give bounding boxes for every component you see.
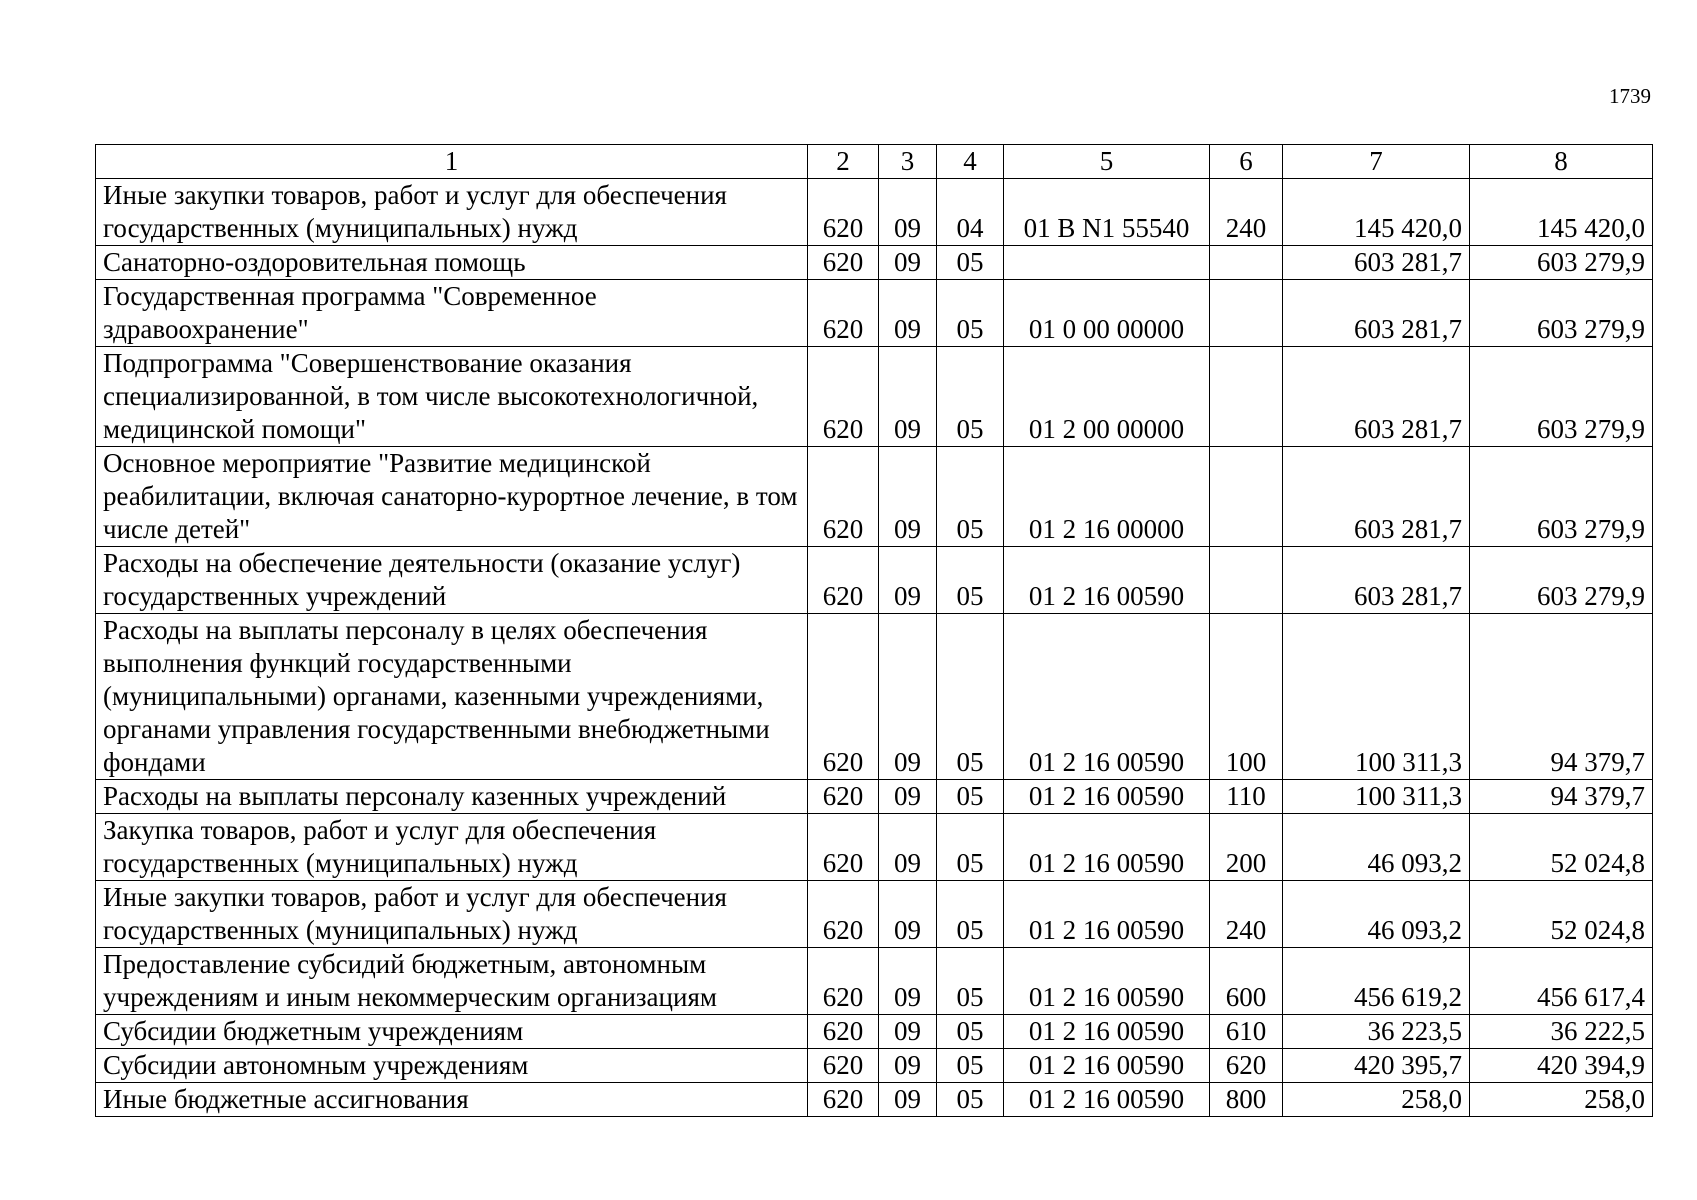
subsection-code-cell: 05 bbox=[937, 447, 1004, 547]
table-row bbox=[96, 179, 1653, 246]
page-number: 1739 bbox=[1609, 84, 1651, 108]
target-article-cell: 01 0 00 00000 bbox=[1004, 280, 1210, 347]
amount-col8-cell: 52 024,8 bbox=[1470, 881, 1653, 948]
column-header: 5 bbox=[1004, 145, 1210, 179]
table-row bbox=[96, 614, 1653, 780]
column-header: 2 bbox=[808, 145, 879, 179]
expense-type-cell: 100 bbox=[1210, 614, 1283, 780]
ministry-code-cell: 620 bbox=[808, 614, 879, 780]
target-article-cell: 01 2 16 00590 bbox=[1004, 814, 1210, 881]
expense-type-cell: 200 bbox=[1210, 814, 1283, 881]
section-code-cell: 09 bbox=[879, 179, 937, 246]
amount-col8-cell: 145 420,0 bbox=[1470, 179, 1653, 246]
expense-type-cell: 600 bbox=[1210, 948, 1283, 1015]
section-code-cell: 09 bbox=[879, 280, 937, 347]
subsection-code-cell: 05 bbox=[937, 1015, 1004, 1049]
amount-col7-cell: 603 281,7 bbox=[1283, 447, 1470, 547]
table-row bbox=[96, 347, 1653, 447]
subsection-code-cell: 05 bbox=[937, 280, 1004, 347]
expense-type-cell bbox=[1210, 280, 1283, 347]
amount-col8-cell: 420 394,9 bbox=[1470, 1049, 1653, 1083]
ministry-code-cell: 620 bbox=[808, 1015, 879, 1049]
expense-type-cell: 800 bbox=[1210, 1083, 1283, 1117]
expense-type-cell: 110 bbox=[1210, 780, 1283, 814]
header-row bbox=[96, 145, 1653, 179]
column-header: 7 bbox=[1283, 145, 1470, 179]
subsection-code-cell: 05 bbox=[937, 547, 1004, 614]
target-article-cell: 01 2 16 00590 bbox=[1004, 614, 1210, 780]
amount-col8-cell: 603 279,9 bbox=[1470, 447, 1653, 547]
section-code-cell: 09 bbox=[879, 614, 937, 780]
section-code-cell: 09 bbox=[879, 246, 937, 280]
target-article-cell: 01 2 16 00590 bbox=[1004, 948, 1210, 1015]
ministry-code-cell: 620 bbox=[808, 780, 879, 814]
column-header: 1 bbox=[96, 145, 808, 179]
expense-type-cell: 240 bbox=[1210, 881, 1283, 948]
section-code-cell: 09 bbox=[879, 881, 937, 948]
table-body bbox=[96, 179, 1653, 1117]
amount-col7-cell: 603 281,7 bbox=[1283, 246, 1470, 280]
column-header: 4 bbox=[937, 145, 1004, 179]
amount-col7-cell: 603 281,7 bbox=[1283, 280, 1470, 347]
target-article-cell: 01 2 16 00590 bbox=[1004, 881, 1210, 948]
row-name-cell: Государственная программа "Современное здравоохранение" bbox=[96, 280, 808, 347]
section-code-cell: 09 bbox=[879, 948, 937, 1015]
row-name-cell: Иные бюджетные ассигнования bbox=[96, 1083, 808, 1117]
target-article-cell: 01 2 16 00590 bbox=[1004, 1083, 1210, 1117]
row-name-cell: Расходы на выплаты персоналу в целях обеспечения выполнения функций государственными (муниципальными) органами, казенными учреждениями, органами управления государственными внебюджетными фондами bbox=[96, 614, 808, 780]
table-row bbox=[96, 447, 1653, 547]
amount-col7-cell: 456 619,2 bbox=[1283, 948, 1470, 1015]
expense-type-cell: 610 bbox=[1210, 1015, 1283, 1049]
amount-col8-cell: 94 379,7 bbox=[1470, 614, 1653, 780]
section-code-cell: 09 bbox=[879, 447, 937, 547]
amount-col7-cell: 36 223,5 bbox=[1283, 1015, 1470, 1049]
ministry-code-cell: 620 bbox=[808, 547, 879, 614]
ministry-code-cell: 620 bbox=[808, 280, 879, 347]
row-name-cell: Иные закупки товаров, работ и услуг для обеспечения государственных (муниципальных) нужд bbox=[96, 179, 808, 246]
ministry-code-cell: 620 bbox=[808, 814, 879, 881]
row-name-cell: Субсидии бюджетным учреждениям bbox=[96, 1015, 808, 1049]
amount-col7-cell: 46 093,2 bbox=[1283, 814, 1470, 881]
section-code-cell: 09 bbox=[879, 1083, 937, 1117]
section-code-cell: 09 bbox=[879, 780, 937, 814]
target-article-cell: 01 В N1 55540 bbox=[1004, 179, 1210, 246]
table-row bbox=[96, 948, 1653, 1015]
amount-col8-cell: 94 379,7 bbox=[1470, 780, 1653, 814]
row-name-cell: Подпрограмма "Совершенствование оказания специализированной, в том числе высокотехнологичной, медицинской помощи" bbox=[96, 347, 808, 447]
subsection-code-cell: 05 bbox=[937, 948, 1004, 1015]
amount-col8-cell: 36 222,5 bbox=[1470, 1015, 1653, 1049]
amount-col8-cell: 603 279,9 bbox=[1470, 246, 1653, 280]
ministry-code-cell: 620 bbox=[808, 447, 879, 547]
amount-col7-cell: 100 311,3 bbox=[1283, 780, 1470, 814]
expense-type-cell bbox=[1210, 447, 1283, 547]
row-name-cell: Закупка товаров, работ и услуг для обеспечения государственных (муниципальных) нужд bbox=[96, 814, 808, 881]
subsection-code-cell: 04 bbox=[937, 179, 1004, 246]
row-name-cell: Иные закупки товаров, работ и услуг для обеспечения государственных (муниципальных) нужд bbox=[96, 881, 808, 948]
subsection-code-cell: 05 bbox=[937, 1083, 1004, 1117]
column-header: 6 bbox=[1210, 145, 1283, 179]
target-article-cell: 01 2 16 00590 bbox=[1004, 1015, 1210, 1049]
expense-type-cell: 620 bbox=[1210, 1049, 1283, 1083]
expense-type-cell bbox=[1210, 547, 1283, 614]
expense-type-cell: 240 bbox=[1210, 179, 1283, 246]
subsection-code-cell: 05 bbox=[937, 246, 1004, 280]
amount-col8-cell: 52 024,8 bbox=[1470, 814, 1653, 881]
amount-col7-cell: 145 420,0 bbox=[1283, 179, 1470, 246]
row-name-cell: Основное мероприятие "Развитие медицинской реабилитации, включая санаторно-курортное лечение, в том числе детей" bbox=[96, 447, 808, 547]
expense-type-cell bbox=[1210, 347, 1283, 447]
subsection-code-cell: 05 bbox=[937, 780, 1004, 814]
column-header: 8 bbox=[1470, 145, 1653, 179]
target-article-cell: 01 2 16 00590 bbox=[1004, 1049, 1210, 1083]
target-article-cell: 01 2 16 00590 bbox=[1004, 547, 1210, 614]
ministry-code-cell: 620 bbox=[808, 246, 879, 280]
table-row bbox=[96, 1015, 1653, 1049]
expense-type-cell bbox=[1210, 246, 1283, 280]
amount-col7-cell: 420 395,7 bbox=[1283, 1049, 1470, 1083]
ministry-code-cell: 620 bbox=[808, 1083, 879, 1117]
section-code-cell: 09 bbox=[879, 1049, 937, 1083]
subsection-code-cell: 05 bbox=[937, 347, 1004, 447]
table-row bbox=[96, 280, 1653, 347]
target-article-cell: 01 2 16 00000 bbox=[1004, 447, 1210, 547]
ministry-code-cell: 620 bbox=[808, 1049, 879, 1083]
budget-table bbox=[95, 144, 1653, 1117]
section-code-cell: 09 bbox=[879, 547, 937, 614]
table-row bbox=[96, 1083, 1653, 1117]
table-row bbox=[96, 246, 1653, 280]
amount-col8-cell: 456 617,4 bbox=[1470, 948, 1653, 1015]
amount-col7-cell: 603 281,7 bbox=[1283, 347, 1470, 447]
column-header: 3 bbox=[879, 145, 937, 179]
subsection-code-cell: 05 bbox=[937, 614, 1004, 780]
amount-col7-cell: 603 281,7 bbox=[1283, 547, 1470, 614]
amount-col8-cell: 258,0 bbox=[1470, 1083, 1653, 1117]
row-name-cell: Предоставление субсидий бюджетным, автономным учреждениям и иным некоммерческим организациям bbox=[96, 948, 808, 1015]
row-name-cell: Расходы на выплаты персоналу казенных учреждений bbox=[96, 780, 808, 814]
section-code-cell: 09 bbox=[879, 1015, 937, 1049]
row-name-cell: Расходы на обеспечение деятельности (оказание услуг) государственных учреждений bbox=[96, 547, 808, 614]
ministry-code-cell: 620 bbox=[808, 347, 879, 447]
amount-col7-cell: 100 311,3 bbox=[1283, 614, 1470, 780]
ministry-code-cell: 620 bbox=[808, 948, 879, 1015]
amount-col8-cell: 603 279,9 bbox=[1470, 347, 1653, 447]
ministry-code-cell: 620 bbox=[808, 179, 879, 246]
amount-col8-cell: 603 279,9 bbox=[1470, 280, 1653, 347]
row-name-cell: Субсидии автономным учреждениям bbox=[96, 1049, 808, 1083]
amount-col7-cell: 46 093,2 bbox=[1283, 881, 1470, 948]
table-row bbox=[96, 780, 1653, 814]
table-row bbox=[96, 547, 1653, 614]
table-row bbox=[96, 814, 1653, 881]
target-article-cell: 01 2 16 00590 bbox=[1004, 780, 1210, 814]
target-article-cell bbox=[1004, 246, 1210, 280]
section-code-cell: 09 bbox=[879, 814, 937, 881]
amount-col8-cell: 603 279,9 bbox=[1470, 547, 1653, 614]
row-name-cell: Санаторно-оздоровительная помощь bbox=[96, 246, 808, 280]
ministry-code-cell: 620 bbox=[808, 881, 879, 948]
subsection-code-cell: 05 bbox=[937, 1049, 1004, 1083]
table-row bbox=[96, 1049, 1653, 1083]
amount-col7-cell: 258,0 bbox=[1283, 1083, 1470, 1117]
subsection-code-cell: 05 bbox=[937, 814, 1004, 881]
section-code-cell: 09 bbox=[879, 347, 937, 447]
subsection-code-cell: 05 bbox=[937, 881, 1004, 948]
table-row bbox=[96, 881, 1653, 948]
target-article-cell: 01 2 00 00000 bbox=[1004, 347, 1210, 447]
